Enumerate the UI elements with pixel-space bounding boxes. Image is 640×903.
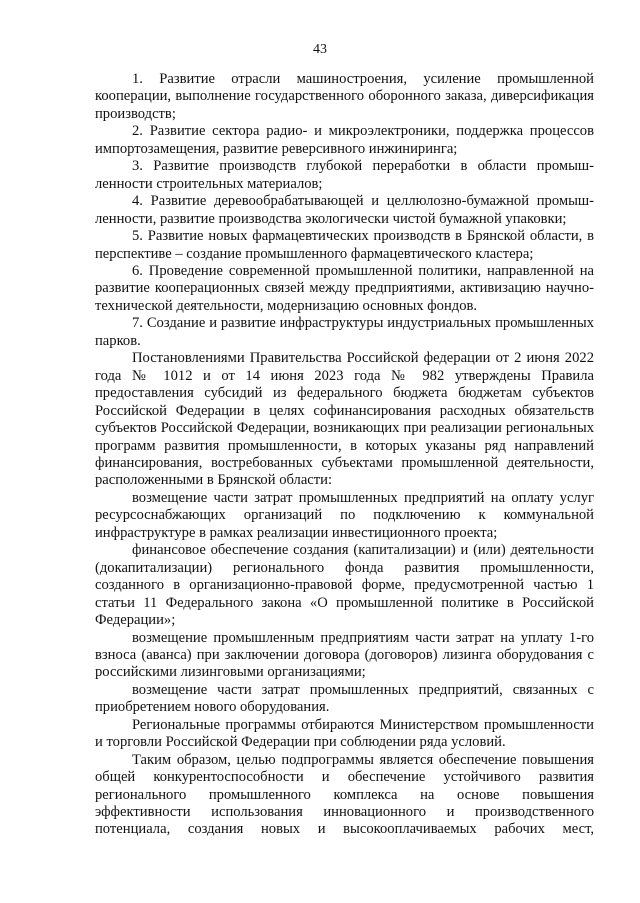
list-item-woodworking-paper: 4. Развитие деревообрабатывающей и целлюлозно-бумажной промышленности, развитие производства экологически чистой бумажной упаковки; [95, 193, 594, 227]
list-item-construction-materials: 3. Развитие производств глубокой переработки в области промышленности строительных материалов; [95, 158, 594, 192]
paragraph-development-fund: финансовое обеспечение создания (капитализации) и (или) деятельности (докапитализации) регионального фонда развития промышленности, созданного в организационно-правовой форме, предусмотренной частью 1 статьи 11 Федерального закона «О промышленной политике в Российской Федерации»; [95, 542, 594, 629]
paragraph-leasing: возмещение промышленным предприятиям части затрат на уплату 1-го взноса (аванса) при заключении договора (договоров) лизинга оборудования с российскими лизинговыми организациями; [95, 629, 594, 681]
list-item-pharmaceutical: 5. Развитие новых фармацевтических производств в Брянской области, в перспективе – создание промышленного фармацевтического кластера; [95, 228, 594, 262]
paragraph-utility-connection: возмещение части затрат промышленных предприятий на оплату услуг ресурсоснабжающих организаций по подключению к коммунальной инфраструктуре в рамках реализации инвестиционного проекта; [95, 489, 594, 541]
page-number: 43 [313, 42, 327, 57]
paragraph-government-decrees: Постановлениями Правительства Российской федерации от 2 июня 2022 года № 1012 и от 14 июня 2023 года № 982 утверждены Правила предоставления субсидий из федерального бюджета бюджетам субъектов Российской Федерации в целях софинансирования расходных обязательств субъектов Российской Федерации, возникающих при реализации региональных программ развития промышленности, в которых указаны ряд направлений финансирования, востребованных субъектами промышленной деятельности, расположенными в Брянской области: [95, 350, 594, 489]
list-item-industrial-parks: 7. Создание и развитие инфраструктуры индустриальных промышленных парков. [95, 315, 594, 349]
paragraph-regional-programs: Региональные программы отбираются Министерством промышленности и торговли Российской Федерации при соблюдении ряда условий. [95, 716, 594, 751]
paragraph-subprogram-goal: Таким образом, целью подпрограммы является обеспечение повышения общей конкурентоспособности и обеспечение устойчивого развития регионального промышленного комплекса на основе повышения эффективности использования инновационного и производственного потенциала, создания новых и высокооплачиваемых рабочих мест, [95, 751, 594, 838]
list-item-industrial-policy: 6. Проведение современной промышленной политики, направленной на развитие кооперационных связей между предприятиями, активизацию научно-технической деятельности, модернизацию основных фондов. [95, 262, 594, 314]
document-body [95, 71, 594, 839]
list-item-mechanical-engineering: 1. Развитие отрасли машиностроения, усиление промышленной кооперации, выполнение государственного оборонного заказа, диверсификация производств; [95, 71, 594, 122]
paragraph-new-equipment: возмещение части затрат промышленных предприятий, связанных с приобретением нового оборудования. [95, 681, 594, 716]
list-item-microelectronics: 2. Развитие сектора радио- и микроэлектроники, поддержка процессов импортозамещения, развитие реверсивного инжиниринга; [95, 123, 594, 157]
